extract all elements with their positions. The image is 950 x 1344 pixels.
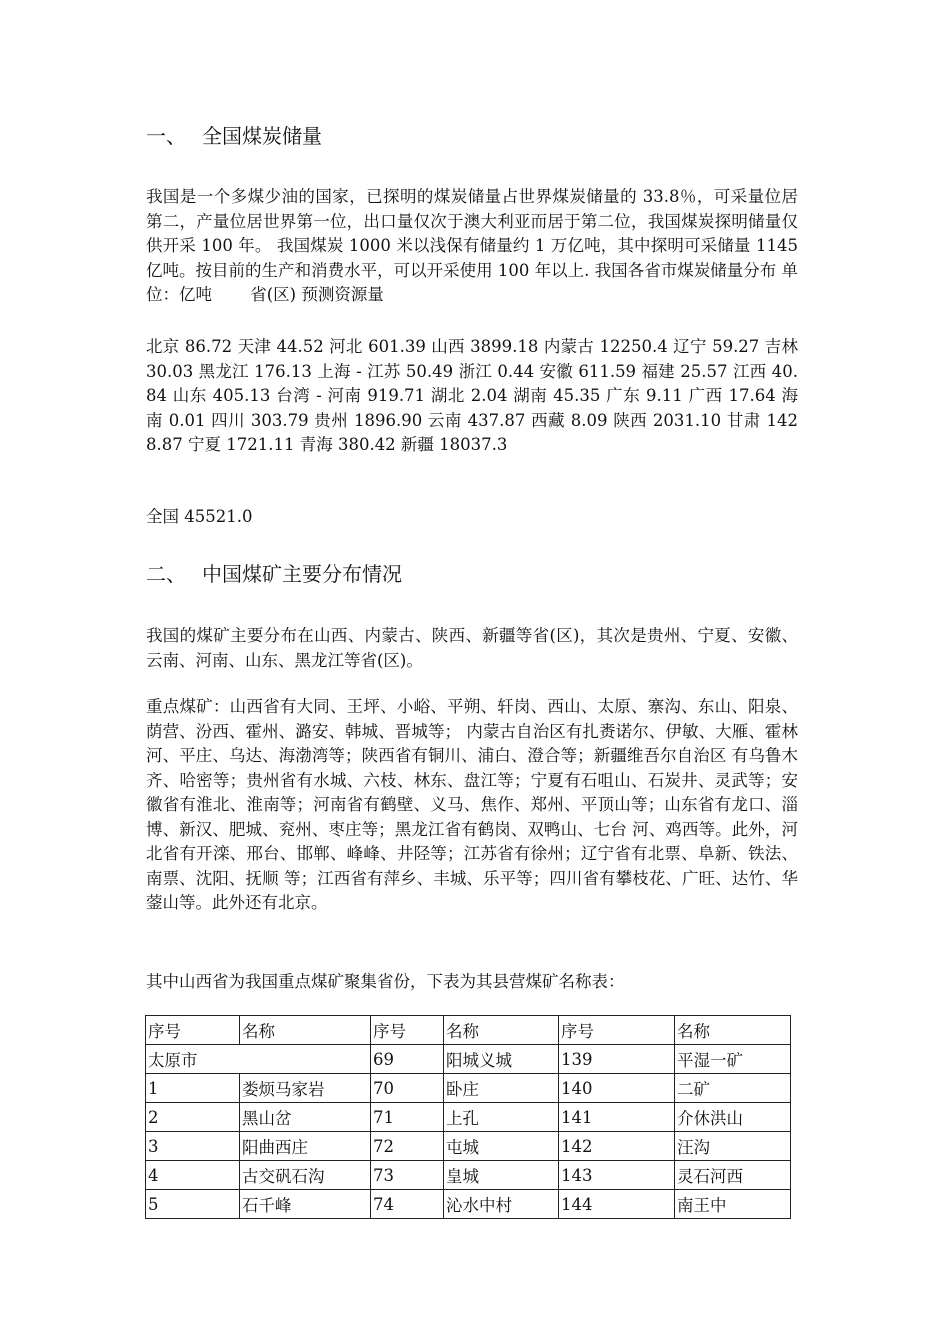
table-row [146,1103,791,1132]
table-cell: 74 [371,1190,444,1219]
header-cell: 序号 [371,1016,444,1045]
table-cell: 3 [146,1132,240,1161]
table-row [146,1132,791,1161]
table-cell: 143 [559,1161,675,1190]
table-cell: 4 [146,1161,240,1190]
section-2-heading [146,562,402,586]
table-cell: 娄烦马家岩 [240,1074,371,1103]
table-cell: 汪沟 [675,1132,791,1161]
section-2-title: 中国煤矿主要分布情况 [202,562,402,586]
table-cell: 石千峰 [240,1190,371,1219]
table-row [146,1074,791,1103]
city-cell: 太原市 [146,1045,371,1074]
table-cell: 69 [371,1045,444,1074]
table-row [146,1190,791,1219]
table-cell: 屯城 [444,1132,559,1161]
table-cell: 142 [559,1132,675,1161]
header-cell: 序号 [146,1016,240,1045]
section-2-paragraph-1: 我国的煤矿主要分布在山西、内蒙古、陕西、新疆等省(区)，其次是贵州、宁夏、安徽、云南、河南、山东、黑龙江等省(区)。 [146,626,798,670]
table-cell: 73 [371,1161,444,1190]
table-cell: 卧庄 [444,1074,559,1103]
table-row [146,1161,791,1190]
header-cell: 名称 [675,1016,791,1045]
table-cell: 144 [559,1190,675,1219]
table-cell: 阳曲西庄 [240,1132,371,1161]
section-2-number: 二、 [146,562,186,586]
table-cell: 灵石河西 [675,1161,791,1190]
section-2-paragraph-2: 重点煤矿：山西省有大同、王坪、小峪、平朔、轩岗、西山、太原、寨沟、东山、阳泉、荫营、汾西、霍州、潞安、韩城、晋城等； 内蒙古自治区有扎赉诺尔、伊敏、大雁、霍林河、平庄、乌达、海渤湾等；陕西省有铜川、浦白、澄合等；新疆维吾尔自治区 有乌鲁木齐、哈密等；贵州省有水城、六枝、林东、盘江等；宁夏有石咀山、石炭井、灵武等；安徽省有淮北、淮南等；河南省有鹤壁、义马、焦作、郑州、平顶山等；山东省有龙口、淄博、新汉、肥城、兖州、枣庄等；黑龙江省有鹤岗、双鸭山、七台 河、鸡西等。此外，河北省有开滦、邢台、邯郸、峰峰、井陉等；江苏省有徐州；辽宁省有北票、阜新、铁法、南票、沈阳、抚顺 等；江西省有萍乡、丰城、乐平等；四川省有攀枝花、广旺、达竹、华蓥山等。此外还有北京。 [146,697,798,912]
table-cell: 140 [559,1074,675,1103]
table-cell: 72 [371,1132,444,1161]
table-cell: 古交矾石沟 [240,1161,371,1190]
section-1-total: 全国 45521.0 [146,507,253,526]
table-cell: 二矿 [675,1074,791,1103]
table-cell: 介休洪山 [675,1103,791,1132]
section-1-paragraph-1: 我国是一个多煤少油的国家，已探明的煤炭储量占世界煤炭储量的 33.8％，可采量位居第二，产量位居世界第一位，出口量仅次于澳大利亚而居于第二位，我国煤炭探明储量仅供开采 100 年。 我国煤炭 1000 米以浅保有储量约 1 万亿吨，其中探明可采储量 1145 亿吨。按目前的生产和消费水平，可以开采使用 100 年以上. 我国各省市煤炭储量分布 单位：亿吨 省(区) 预测资源量 [146,187,798,304]
table-cell: 2 [146,1103,240,1132]
section-1-heading [146,124,322,148]
section-2-paragraph-3: 其中山西省为我国重点煤矿聚集省份，下表为其县营煤矿名称表： [146,972,625,991]
header-cell: 名称 [240,1016,371,1045]
table-cell: 皇城 [444,1161,559,1190]
header-cell: 序号 [559,1016,675,1045]
section-1-number: 一、 [146,124,186,148]
table-cell: 黑山岔 [240,1103,371,1132]
table-cell: 南王中 [675,1190,791,1219]
section-1-province-reserves: 北京 86.72 天津 44.52 河北 601.39 山西 3899.18 内蒙古 12250.4 辽宁 59.27 吉林 30.03 黑龙江 176.13 上海 - 江苏 50.49 浙江 0.44 安徽 611.59 福建 25.57 江西 40.84 山东 405.13 台湾 - 河南 919.71 湖北 2.04 湖南 45.35 广东 9.11 广西 17.64 海南 0.01 四川 303.79 贵州 1896.90 云南 437.87 西藏 8.09 陕西 2031.10 甘肃 1428.87 宁夏 1721.11 青海 380.42 新疆 18037.3 [146,337,798,454]
table-cell: 70 [371,1074,444,1103]
coal-mine-table [145,1015,791,1219]
table-cell: 5 [146,1190,240,1219]
table-cell: 沁水中村 [444,1190,559,1219]
table-cell: 阳城义城 [444,1045,559,1074]
table-city-row [146,1045,791,1074]
table-cell: 141 [559,1103,675,1132]
header-cell: 名称 [444,1016,559,1045]
table-cell: 71 [371,1103,444,1132]
section-1-title: 全国煤炭储量 [202,124,322,148]
table-cell: 1 [146,1074,240,1103]
table-cell: 139 [559,1045,675,1074]
table-cell: 上孔 [444,1103,559,1132]
table-cell: 平湿一矿 [675,1045,791,1074]
table-header-row [146,1016,791,1045]
